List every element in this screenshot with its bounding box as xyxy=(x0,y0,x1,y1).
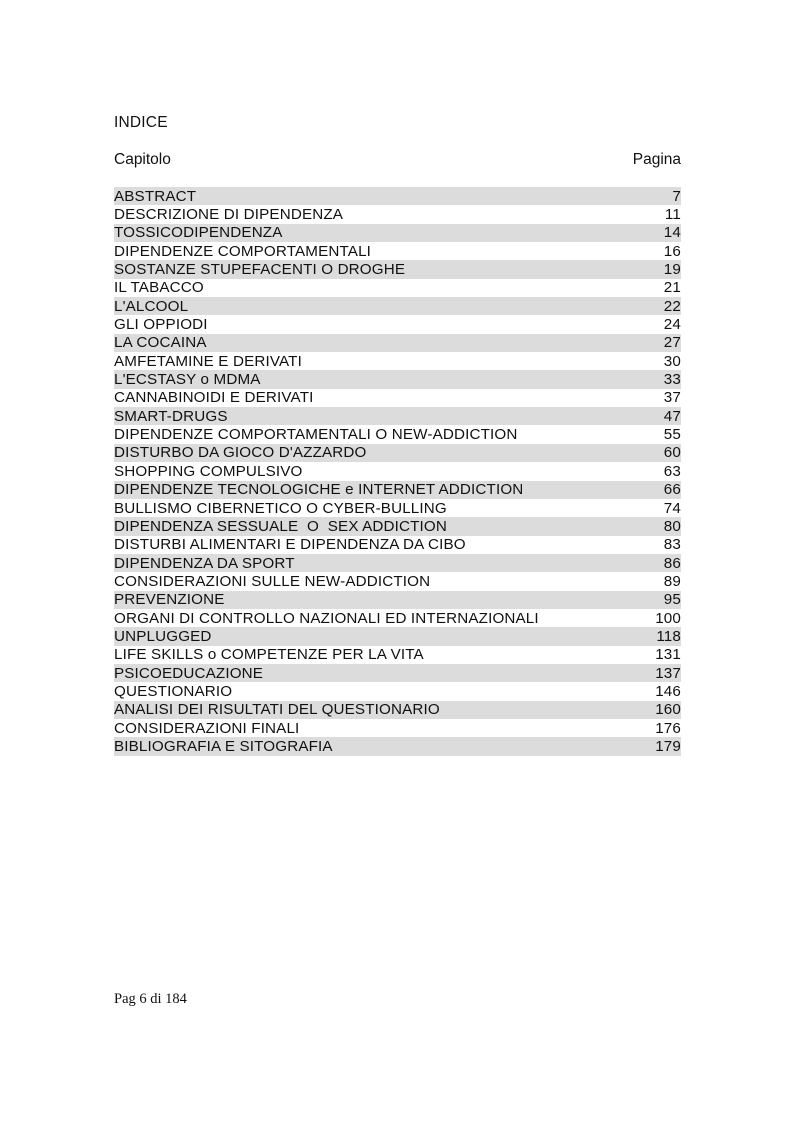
toc-page-number: 160 xyxy=(655,701,681,719)
toc-header xyxy=(114,151,681,169)
toc-row xyxy=(114,517,681,535)
toc-row xyxy=(114,682,681,700)
toc-page-number: 86 xyxy=(663,554,681,572)
toc-page-number: 118 xyxy=(656,627,681,645)
toc-chapter-title: CONSIDERAZIONI FINALI xyxy=(114,719,300,737)
toc-chapter-title: LIFE SKILLS o COMPETENZE PER LA VITA xyxy=(114,646,424,664)
toc-page-number: 179 xyxy=(655,737,681,755)
toc-page-number: 74 xyxy=(663,499,681,517)
toc-row xyxy=(114,462,681,480)
toc-page-number: 100 xyxy=(655,609,681,627)
toc-row xyxy=(114,260,681,278)
toc-row xyxy=(114,407,681,425)
toc-chapter-title: IL TABACCO xyxy=(114,279,204,297)
toc-chapter-title: CANNABINOIDI E DERIVATI xyxy=(114,389,314,407)
toc-row xyxy=(114,481,681,499)
toc-page-number: 60 xyxy=(663,444,681,462)
toc-chapter-title: DIPENDENZA DA SPORT xyxy=(114,554,295,572)
toc-page-number: 80 xyxy=(663,517,681,535)
toc-chapter-title: DIPENDENZE COMPORTAMENTALI xyxy=(114,242,372,260)
toc-row xyxy=(114,646,681,664)
toc-page-number: 137 xyxy=(655,664,681,682)
toc-row xyxy=(114,187,681,205)
toc-page-number: 16 xyxy=(663,242,681,260)
toc-row xyxy=(114,224,681,242)
toc-page-number: 131 xyxy=(655,646,681,664)
toc-row xyxy=(114,572,681,590)
toc-page-number: 89 xyxy=(663,572,681,590)
toc-chapter-title: DISTURBO DA GIOCO D'AZZARDO xyxy=(114,444,367,462)
toc-chapter-title: DIPENDENZE TECNOLOGICHE e INTERNET ADDICTION xyxy=(114,481,524,499)
toc-row xyxy=(114,701,681,719)
toc-row xyxy=(114,499,681,517)
toc-page-number: 95 xyxy=(663,591,681,609)
toc-page-number: 21 xyxy=(663,279,681,297)
toc-page-number: 14 xyxy=(663,224,681,242)
toc-row xyxy=(114,536,681,554)
toc-page-number: 37 xyxy=(663,389,681,407)
index-title: INDICE xyxy=(114,114,168,131)
toc-page-number: 19 xyxy=(663,261,681,279)
toc-page-number: 33 xyxy=(663,371,681,389)
toc-chapter-title: SOSTANZE STUPEFACENTI O DROGHE xyxy=(114,261,406,279)
toc-page-number: 63 xyxy=(663,462,681,480)
toc-chapter-title: ABSTRACT xyxy=(114,187,197,205)
toc-row xyxy=(114,425,681,443)
toc-chapter-title: AMFETAMINE E DERIVATI xyxy=(114,352,302,370)
toc-chapter-title: CONSIDERAZIONI SULLE NEW-ADDICTION xyxy=(114,572,431,590)
toc-row xyxy=(114,591,681,609)
toc-row xyxy=(114,627,681,645)
toc-chapter-title: PREVENZIONE xyxy=(114,591,225,609)
toc-chapter-title: L'ECSTASY o MDMA xyxy=(114,371,261,389)
toc-chapter-title: ANALISI DEI RISULTATI DEL QUESTIONARIO xyxy=(114,701,440,719)
toc-row xyxy=(114,352,681,370)
toc-page-number: 146 xyxy=(655,682,681,700)
toc-chapter-title: QUESTIONARIO xyxy=(114,682,233,700)
toc-chapter-title: DISTURBI ALIMENTARI E DIPENDENZA DA CIBO xyxy=(114,536,466,554)
toc-row xyxy=(114,334,681,352)
toc-page-number: 22 xyxy=(663,297,681,315)
toc-row xyxy=(114,389,681,407)
toc-chapter-title: UNPLUGGED xyxy=(114,627,212,645)
toc-chapter-title: BULLISMO CIBERNETICO O CYBER-BULLING xyxy=(114,499,447,517)
toc-row xyxy=(114,315,681,333)
toc-row xyxy=(114,737,681,755)
toc-page-number: 7 xyxy=(672,187,681,205)
toc-page-number: 11 xyxy=(664,206,681,224)
toc-row xyxy=(114,297,681,315)
toc-row xyxy=(114,444,681,462)
toc-chapter-title: ORGANI DI CONTROLLO NAZIONALI ED INTERNAZIONALI xyxy=(114,609,539,627)
toc-row xyxy=(114,242,681,260)
toc-chapter-title: BIBLIOGRAFIA E SITOGRAFIA xyxy=(114,737,333,755)
toc-page-number: 66 xyxy=(663,481,681,499)
toc-chapter-title: TOSSICODIPENDENZA xyxy=(114,224,283,242)
page-footer: Pag 6 di 184 xyxy=(114,991,187,1007)
toc-page-number: 83 xyxy=(663,536,681,554)
toc-chapter-title: LA COCAINA xyxy=(114,334,207,352)
toc-row xyxy=(114,719,681,737)
toc-chapter-title: SMART-DRUGS xyxy=(114,407,228,425)
toc-chapter-title: L'ALCOOL xyxy=(114,297,189,315)
page-column-header: Pagina xyxy=(632,151,681,168)
toc-page-number: 24 xyxy=(663,316,681,334)
toc-chapter-title: PSICOEDUCAZIONE xyxy=(114,664,264,682)
toc-row xyxy=(114,664,681,682)
toc-page-number: 27 xyxy=(663,334,681,352)
toc-row xyxy=(114,279,681,297)
table-of-contents xyxy=(114,187,681,756)
toc-chapter-title: GLI OPPIODI xyxy=(114,316,208,334)
toc-row xyxy=(114,205,681,223)
toc-chapter-title: DIPENDENZE COMPORTAMENTALI O NEW-ADDICTION xyxy=(114,426,518,444)
chapter-column-header: Capitolo xyxy=(114,151,171,168)
toc-chapter-title: DESCRIZIONE DI DIPENDENZA xyxy=(114,206,344,224)
toc-page-number: 176 xyxy=(655,719,681,737)
toc-chapter-title: SHOPPING COMPULSIVO xyxy=(114,462,303,480)
toc-page-number: 30 xyxy=(663,352,681,370)
toc-page-number: 55 xyxy=(663,426,681,444)
toc-row xyxy=(114,554,681,572)
toc-chapter-title: DIPENDENZA SESSUALE O SEX ADDICTION xyxy=(114,517,448,535)
toc-row xyxy=(114,609,681,627)
toc-page-number: 47 xyxy=(663,407,681,425)
toc-row xyxy=(114,370,681,388)
